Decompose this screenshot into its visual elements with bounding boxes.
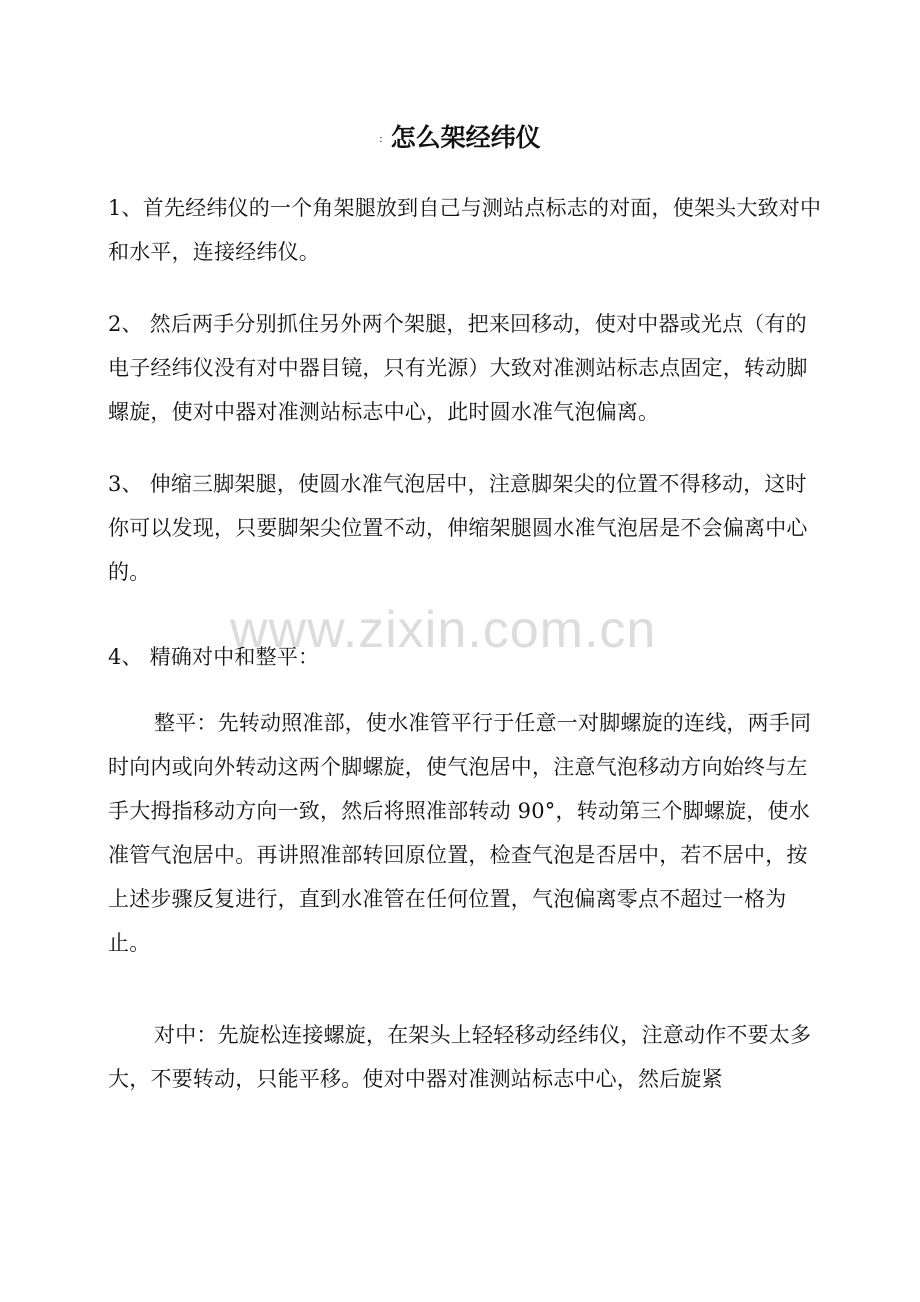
paragraph-step-3: 3、 伸缩三脚架腿，使圆水准气泡居中，注意脚架尖的位置不得移动，这时你可以发现，只要脚架尖位置不动，伸缩架腿圆水准气泡居是不会偏离中心的。	[108, 472, 808, 584]
paragraph-step-1: 1、首先经纬仪的一个角架腿放到自己与测站点标志的对面，使架头大致对中和水平，连接经纬仪。	[108, 196, 822, 264]
document-title	[0, 118, 920, 154]
title-mark: :	[379, 133, 383, 145]
paragraph-step-2: 2、 然后两手分别抓住另外两个架腿，把来回移动，使对中器或光点（有的电子经纬仪没有对中器目镜，只有光源）大致对准测站标志点固定，转动脚螺旋，使对中器对准测站标志中心，此时圆水准气泡偏离。	[108, 312, 808, 424]
watermark: www.zixin.com.cn	[230, 601, 657, 659]
paragraph-leveling: 整平：先转动照准部，使水准管平行于任意一对脚螺旋的连线，两手同时向内或向外转动这两个脚螺旋，使气泡居中，注意气泡移动方向始终与左手大拇指移动方向一致，然后将照准部转动 90°，转动第三个脚螺旋，使水准管气泡居中。再讲照准部转回原位置，检查气泡是否居中，若不居中，按上述步骤反复进行，直到水准管在任何位置，气泡偏离零点不超过一格为止。	[108, 711, 812, 955]
paragraph-centering: 对中：先旋松连接螺旋，在架头上轻轻移动经纬仪，注意动作不要太多大，不要转动，只能平移。使对中器对准测站标志中心，然后旋紧	[108, 1023, 812, 1091]
title-text: 怎么架经纬仪	[390, 123, 541, 152]
paragraph-step-4: 4、 精确对中和整平：	[108, 645, 320, 669]
